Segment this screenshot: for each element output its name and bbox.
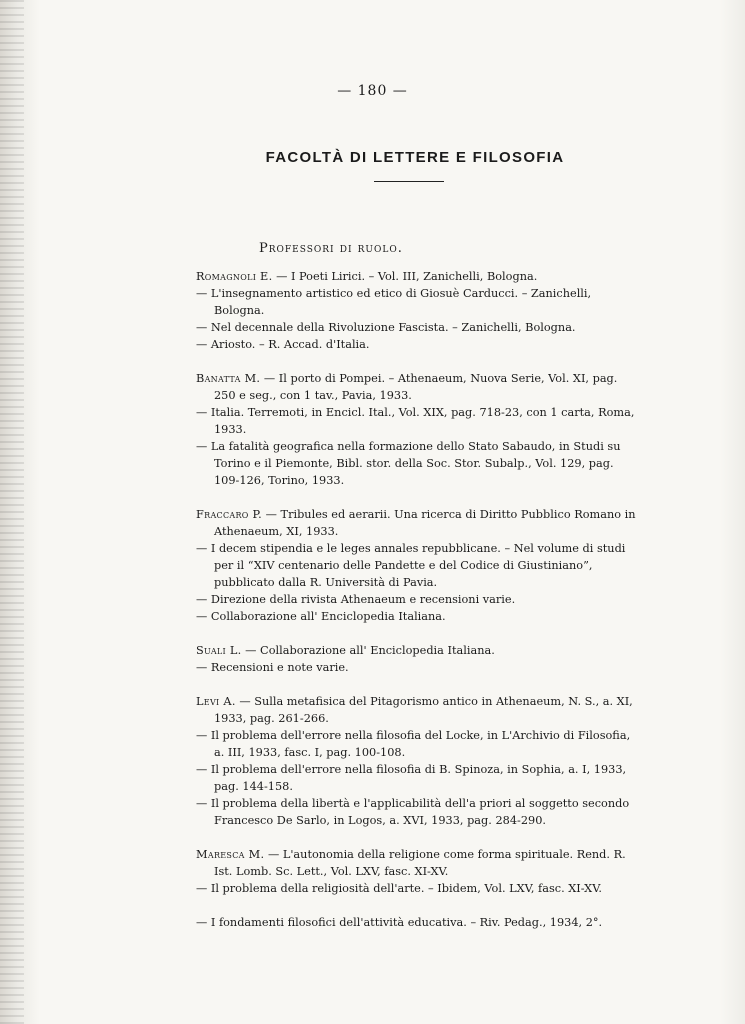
publication-item: — Nel decennale della Rivoluzione Fascista. – Zanichelli, Bologna. <box>196 321 576 334</box>
publication-item: — I fondamenti filosofici dell'attività educativa. – Riv. Pedag., 1934, 2°. <box>196 916 603 929</box>
publication-item: — I Poeti Lirici. – Vol. III, Zanichelli, Bologna. <box>276 270 538 283</box>
publication-item-continued: Athenaeum, XI, 1933. <box>214 525 339 538</box>
publication-item: — Collaborazione all' Enciclopedia Italiana. <box>196 610 446 623</box>
publication-item-continued: 1933. <box>214 423 247 436</box>
publication-item: — I decem stipendia e le leges annales repubblicane. – Nel volume di studi <box>196 542 626 555</box>
author-name: Suali L. <box>196 644 242 657</box>
publication-item: — Italia. Terremoti, in Encicl. Ital., Vol. XIX, pag. 718-23, con 1 carta, Roma, <box>196 406 635 419</box>
entry-banatta <box>196 370 638 489</box>
publication-item-continued: 109-126, Torino, 1933. <box>214 474 345 487</box>
publication-item-continued: 1933, pag. 261-266. <box>214 712 329 725</box>
publication-item-continued: Bologna. <box>214 304 265 317</box>
publication-item-continued: pag. 144-158. <box>214 780 293 793</box>
publication-item-continued: per il “XIV centenario delle Pandette e del Codice di Giustiniano”, <box>214 559 593 572</box>
entry-romagnoli <box>196 268 638 353</box>
publication-item-continued: Torino e il Piemonte, Bibl. stor. della Soc. Stor. Subalp., Vol. 129, pag. <box>214 457 614 470</box>
publication-item-continued: Francesco De Sarlo, in Logos, a. XVI, 1933, pag. 284-290. <box>214 814 546 827</box>
author-name: Romagnoli E. <box>196 270 273 283</box>
page-title: FACOLTÀ DI LETTERE E FILOSOFIA <box>265 149 565 166</box>
publication-item-continued: Ist. Lomb. Sc. Lett., Vol. LXV, fasc. XI-XV. <box>214 865 449 878</box>
publication-item: — Tribules ed aerarii. Una ricerca di Diritto Pubblico Romano in <box>265 508 636 521</box>
author-name: Maresca M. <box>196 848 265 861</box>
title-divider <box>374 181 444 182</box>
entry-maresca <box>196 846 638 931</box>
section-heading: Professori di ruolo. <box>259 241 403 256</box>
publication-item: — Il problema della religiosità dell'arte. – Ibidem, Vol. LXV, fasc. XI-XV. <box>196 882 602 895</box>
page-number: — 180 — <box>337 83 408 99</box>
entry-levi <box>196 693 638 829</box>
bibliography-list <box>196 268 638 948</box>
publication-item: — Il problema dell'errore nella filosofia di B. Spinoza, in Sophia, a. I, 1933, <box>196 763 627 776</box>
publication-item: — Recensioni e note varie. <box>196 661 349 674</box>
publication-item: — Sulla metafisica del Pitagorismo antico in Athenaeum, N. S., a. XI, <box>239 695 633 708</box>
entry-suali <box>196 642 638 676</box>
publication-item-continued: a. III, 1933, fasc. I, pag. 100-108. <box>214 746 406 759</box>
publication-item: — La fatalità geografica nella formazione dello Stato Sabaudo, in Studi su <box>196 440 621 453</box>
author-name: Banatta M. <box>196 372 261 385</box>
publication-item: — L'autonomia della religione come forma spirituale. Rend. R. <box>267 848 626 861</box>
publication-item: — Il porto di Pompei. – Athenaeum, Nuova Serie, Vol. XI, pag. <box>263 372 618 385</box>
publication-item: — Direzione della rivista Athenaeum e recensioni varie. <box>196 593 516 606</box>
entry-fraccaro <box>196 506 638 625</box>
publication-item: — Il problema dell'errore nella filosofia del Locke, in L'Archivio di Filosofia, <box>196 729 631 742</box>
publication-item: — Collaborazione all' Enciclopedia Italiana. <box>245 644 495 657</box>
publication-item-continued: pubblicato dalla R. Università di Pavia. <box>214 576 438 589</box>
publication-item: — L'insegnamento artistico ed etico di Giosuè Carducci. – Zanichelli, <box>196 287 592 300</box>
publication-item-continued: 250 e seg., con 1 tav., Pavia, 1933. <box>214 389 412 402</box>
publication-item: — Il problema della libertà e l'applicabilità dell'a priori al soggetto secondo <box>196 797 630 810</box>
publication-item: — Ariosto. – R. Accad. d'Italia. <box>196 338 370 351</box>
author-name: Levi A. <box>196 695 236 708</box>
author-name: Fraccaro P. <box>196 508 263 521</box>
